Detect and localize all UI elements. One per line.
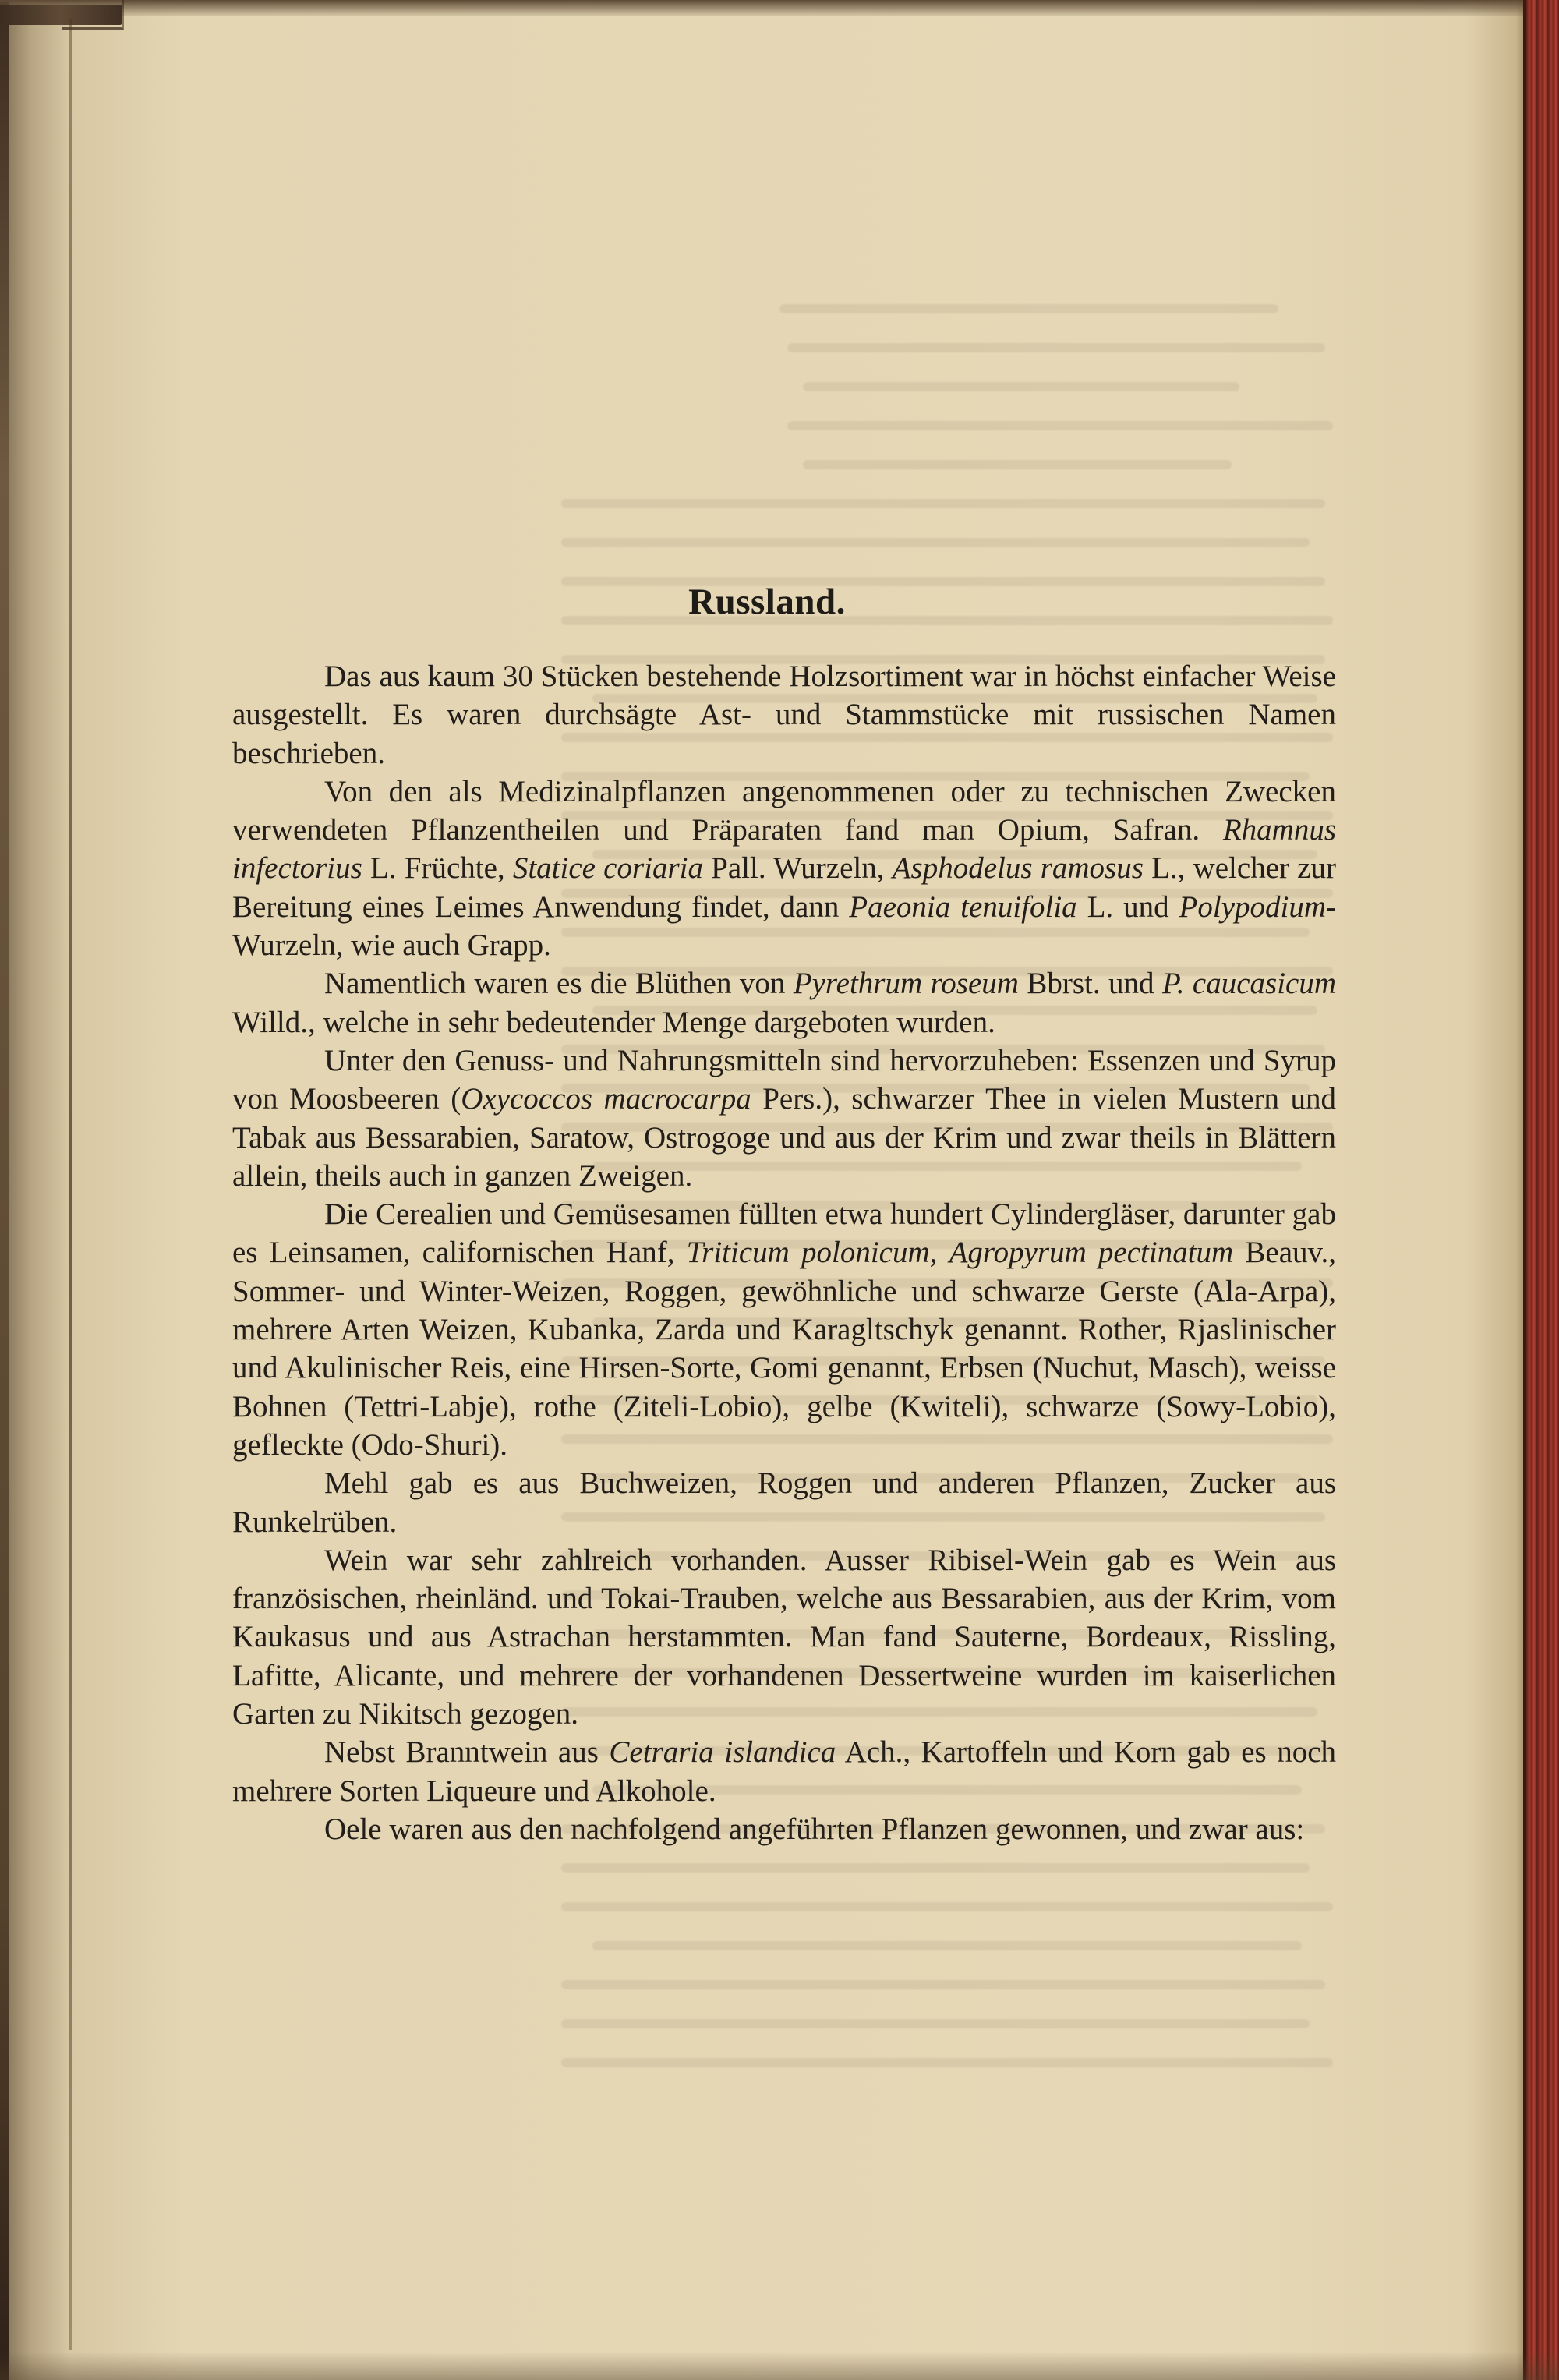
italic-run: Oxycoccos macrocarpa <box>461 1082 751 1116</box>
section-title: Russland. <box>688 582 846 622</box>
paragraph <box>232 657 1336 773</box>
paragraph <box>232 1195 1336 1464</box>
text-run: L., welcher zur Bereitung eines Leimes Anwendung findet, dann <box>232 851 1336 924</box>
text-run: Von den als Medizinalpflanzen angenommenen oder zu technischen Zwecken verwendeten Pflanzentheilen und Präparaten fand man Opium, Safran. <box>232 774 1336 847</box>
paragraph <box>232 773 1336 964</box>
italic-run: Statice coriaria <box>512 851 703 886</box>
paragraph <box>232 964 1336 1041</box>
text-run: Pall. Wurzeln, <box>702 851 893 886</box>
italic-run: Triticum polonicum <box>686 1236 930 1270</box>
text-run: Namentlich waren es die Blüthen von <box>324 967 794 1001</box>
italic-run: Cetraria islandica <box>609 1735 836 1770</box>
text-run: Ach., Kartoffeln und Korn gab es noch mehrere Sorten Liqueure und Alkohole. <box>232 1735 1337 1808</box>
text-run: , <box>929 1236 949 1270</box>
text-run: Pers.), schwarzer Thee in vielen Mustern und Tabak aus Bessarabien, Saratow, Ostrogoge und aus der Krim und zwar theils in Blättern allein, theils auch in ganzen Zweigen. <box>232 1082 1336 1193</box>
text-run: L. Früchte, <box>362 851 513 886</box>
italic-run: Polypodium- <box>1179 889 1336 924</box>
italic-run: Asphodelus ramosus <box>892 851 1144 886</box>
text-run: Nebst Branntwein aus <box>324 1735 610 1770</box>
paragraph <box>232 1541 1336 1733</box>
body-text <box>232 657 1336 1848</box>
paragraph <box>232 1464 1336 1541</box>
text-run: Mehl gab es aus Buchweizen, Roggen und anderen Pflanzen, Zucker aus Runkelrüben. <box>232 1466 1336 1539</box>
text-run: Das aus kaum 30 Stücken bestehende Holzsortiment war in höchst einfacher Weise ausgestellt. Es waren durchsägte Ast- und Stammstücke mit russischen Namen beschrieben. <box>232 660 1336 770</box>
paragraph <box>232 1041 1336 1195</box>
paragraph <box>232 1733 1336 1810</box>
text-run: Wein war sehr zahlreich vorhanden. Ausser Ribisel-Wein gab es Wein aus französischen, rheinländ. und Tokai-Trauben, welche aus Bessarabien, aus der Krim, vom Kaukasus und aus Astrachan herstammten. Man fand Sauterne, Bordeaux, Rissling, Lafitte, Alicante, und mehrere der vorhandenen Dessertweine wurden im kaiserlichen Garten zu Nikitsch gezogen. <box>232 1543 1336 1731</box>
text-run: Beauv., Sommer- und Winter-Weizen, Roggen, gewöhnliche und schwarze Gerste (Ala-Arpa), mehrere Arten Weizen, Kubanka, Zarda und Karagltschyk genannt. Rother, Rjaslinischer und Akulinischer Reis, eine Hirsen-Sorte, Gomi genannt, Erbsen (Nuchut, Masch), weisse Bohnen (Tettri-Labje), rothe (Ziteli-Lobio), gelbe (Kwiteli), schwarze (Sowy-Lobio), gefleckte (Odo-Shuri). <box>232 1236 1337 1462</box>
text-run: Bbrst. und <box>1018 967 1162 1001</box>
italic-run: Agropyrum pectinatum <box>949 1236 1234 1270</box>
text-run: Unter den Genuss- und Nahrungsmitteln sind hervorzuheben: Essenzen und Syrup von Moosbeeren ( <box>232 1043 1336 1116</box>
italic-run: P. caucasicum <box>1161 967 1337 1001</box>
text-run: Oele waren aus den nachfolgend angeführten Pflanzen gewonnen, und zwar aus: <box>324 1812 1305 1846</box>
italic-run: Rhamnus infectorius <box>232 813 1336 886</box>
italic-run: Paeonia tenuifolia <box>849 889 1077 924</box>
text-run: L. und <box>1076 889 1179 924</box>
text-run: Die Cerealien und Gemüsesamen füllten etwa hundert Cylindergläser, darunter gab es Leinsamen, californischen Hanf, <box>232 1197 1336 1270</box>
paragraph <box>232 1810 1336 1848</box>
text-run: Wurzeln, wie auch Grapp. <box>232 928 551 963</box>
text-run: Willd., welche in sehr bedeutender Menge dargeboten wurden. <box>232 1005 995 1039</box>
italic-run: Pyrethrum roseum <box>793 967 1019 1001</box>
